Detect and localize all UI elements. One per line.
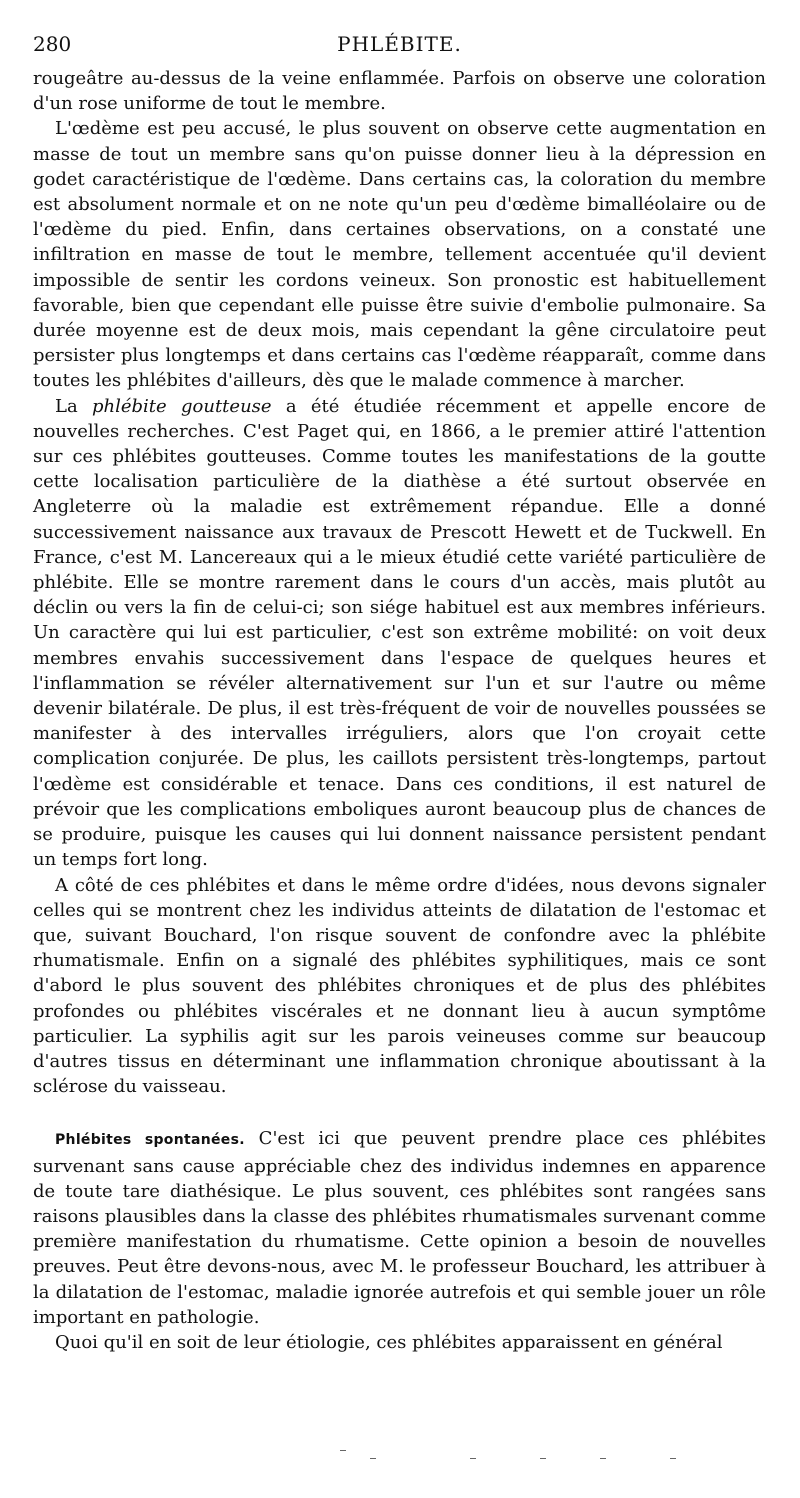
scan-mark <box>600 1458 606 1459</box>
page-header <box>33 30 766 58</box>
scan-marks <box>300 1450 740 1470</box>
running-title: PHLÉBITE. <box>337 32 462 56</box>
scan-mark <box>370 1458 376 1459</box>
scan-mark <box>470 1458 476 1459</box>
paragraph-lead: La <box>55 395 92 417</box>
paragraph-text: a été étudiée récemment et appelle encore de nouvelles recherches. C'est Paget qui, en 1866, a le premier attiré l'attention sur ces phlébites goutteuses. Comme toutes les manifestations de la goutte cette localisation particulière de la diathèse a été surtout observée en Angleterre où la maladie est extrêmement répandue. Elle a donné successivement naissance aux travaux de Prescott Hewett et de Tuckwell. En France, c'est M. Lancereaux qui a le mieux étudié cette variété particulière de phlébite. Elle se montre rarement dans le cours d'un accès, mais plutôt au déclin ou vers la fin de celui-ci; son siége habituel est aux membres inférieurs. Un caractère qui lui est particulier, c'est son extrême mobilité: on voit deux membres envahis successivement dans l'espace de quelques heures et l'inflammation se révéler alternativement sur l'un et sur l'autre ou même devenir bilatérale. De plus, il est très-fréquent de voir de nouvelles poussées se manifester à des intervalles irréguliers, alors que l'on croyait cette complication conjurée. De plus, les caillots persistent très-longtemps, partout l'œdème est considérable et tenace. Dans ces conditions, il est naturel de prévoir que les complications emboliques auront beaucoup plus de chances de se produire, puisque les causes qui lui donnent naissance persistent pendant un temps fort long. <box>33 395 767 871</box>
paragraph-text: C'est ici que peuvent prendre place ces phlébites survenant sans cause appréciable chez des individus indemnes en apparence de toute tare diathésique. Le plus souvent, ces phlébites sont rangées sans raisons plausibles dans la classe des phlébites rhumatismales survenant comme première manifestation du rhumatisme. Cette opinion a besoin de nouvelles preuves. Peut être devons-nous, avec M. le professeur Bouchard, les attribuer à la dilatation de l'estomac, maladie ignorée autrefois et qui semble jouer un rôle important en pathologie. <box>33 1128 766 1328</box>
paragraph: A côté de ces phlébites et dans le même ordre d'idées, nous devons signaler celles qui se montrent chez les individus atteints de dilatation de l'estomac et que, suivant Bouchard, l'on risque souvent de confondre avec la phlébite rhumatismale. Enfin on a signalé des phlébites syphilitiques, mais ce sont d'abord le plus souvent des phlébites chroniques et de plus des phlébites profondes ou phlébites viscérales et ne donnant lieu à aucun symptôme particulier. La syphilis agit sur les parois veineuses comme sur beaucoup d'autres tissus en déterminant une inflammation chronique aboutissant à la sclérose du vaisseau. <box>33 874 766 1098</box>
paragraph: L'œdème est peu accusé, le plus souvent on observe cette augmentation en masse de tout un membre sans qu'on puisse donner lieu à la dépression en godet caractéristique de l'œdème. Dans certains cas, la coloration du membre est absolument normale et on ne note qu'un peu d'œdème bimalléolaire ou de l'œdème du pied. Enfin, dans certaines observations, on a constaté une infiltration en masse de tout le membre, tellement accentuée qu'il devient impossible de sentir les cordons veineux. Son pronostic est habituellement favorable, bien que cependant elle puisse être suivie d'embolie pulmonaire. Sa durée moyenne est de deux mois, mais cependant la gêne circulatoire peut persister plus longtemps et dans certains cas l'œdème réapparaît, comme dans toutes les phlébites d'ailleurs, dès que le malade commence à marcher. <box>33 118 766 392</box>
paragraph <box>33 1126 766 1330</box>
paragraph <box>33 394 766 873</box>
scan-mark <box>540 1458 546 1459</box>
scan-mark <box>670 1458 676 1459</box>
page-number: 280 <box>33 32 72 56</box>
scan-mark <box>340 1450 346 1451</box>
italic-term: phlébite goutteuse <box>92 395 272 417</box>
paragraph: Quoi qu'il en soit de leur étiologie, ces phlébites apparaissent en général <box>55 1331 723 1353</box>
section-heading: Phlébites spontanées. <box>55 1132 245 1149</box>
section-gap <box>33 1099 766 1126</box>
paragraph: rougeâtre au-dessus de la veine enflammée. Parfois on observe une coloration d'un rose uniforme de tout le membre. <box>33 68 766 115</box>
body-text <box>33 66 766 1355</box>
